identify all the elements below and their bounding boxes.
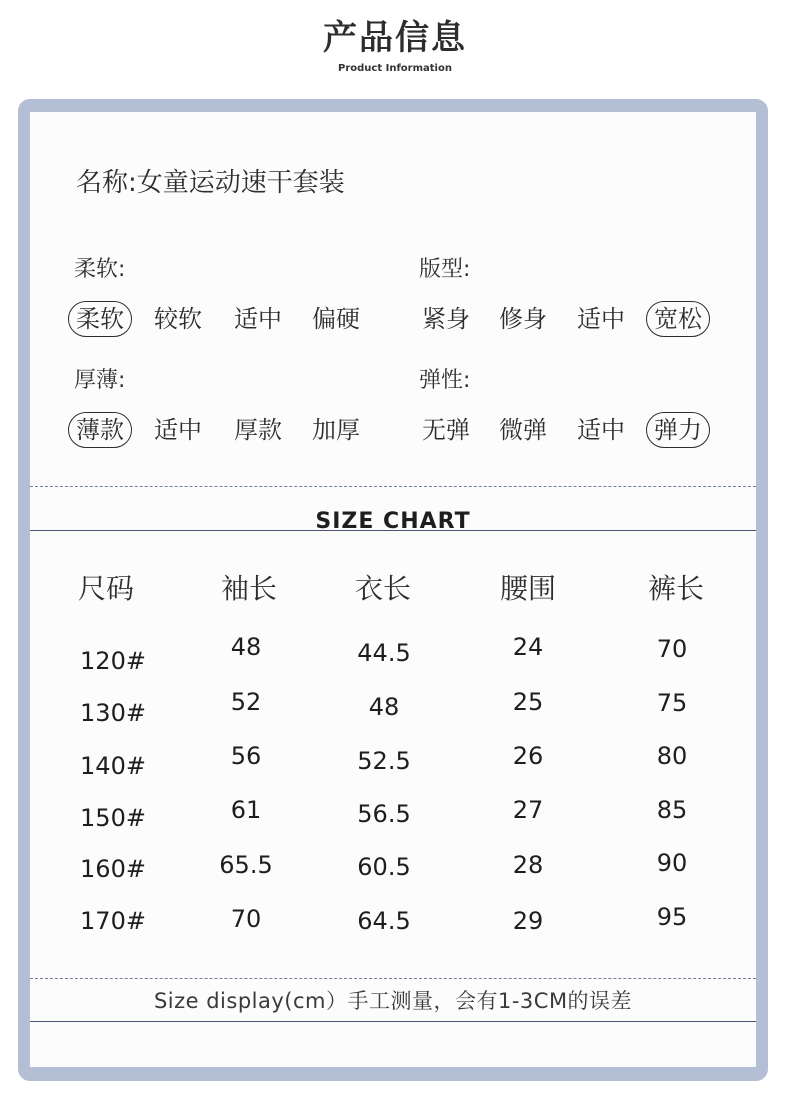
option: 加厚	[312, 416, 360, 444]
attribute-label: 厚薄:	[74, 368, 126, 393]
option-selected: 柔软	[68, 301, 132, 337]
info-card	[30, 112, 756, 1067]
divider-solid	[30, 1021, 756, 1022]
table-cell: 95	[656, 903, 688, 931]
product-name: 名称:女童运动速干套装	[76, 168, 345, 198]
option: 厚款	[234, 416, 282, 444]
table-cell: 130#	[80, 699, 146, 727]
page-title: 产品信息	[323, 18, 467, 58]
table-cell: 120#	[80, 647, 146, 675]
table-cell: 52	[230, 688, 262, 716]
option: 偏硬	[312, 305, 360, 333]
option: 紧身	[422, 305, 470, 333]
table-cell: 140#	[80, 752, 146, 780]
attribute-softness	[74, 255, 394, 338]
table-cell: 150#	[80, 804, 146, 832]
option: 微弹	[499, 416, 547, 444]
table-cell: 61	[230, 796, 262, 824]
table-cell: 52.5	[357, 747, 411, 775]
table-cell: 160#	[80, 855, 146, 883]
divider-dashed	[30, 486, 756, 487]
divider-dashed	[30, 978, 756, 979]
table-cell: 48	[368, 693, 400, 721]
table-cell: 60.5	[357, 853, 411, 881]
column-header-size: 尺码	[77, 572, 134, 605]
page-header	[0, 14, 790, 76]
table-cell: 56.5	[357, 800, 411, 828]
attribute-label: 弹性:	[419, 368, 471, 393]
table-cell: 28	[512, 851, 544, 879]
table-cell: 64.5	[357, 907, 411, 935]
column-header-pants: 裤长	[647, 572, 704, 605]
attribute-fit	[419, 255, 739, 338]
table-cell: 29	[512, 907, 544, 935]
attribute-thickness	[74, 366, 394, 449]
table-cell: 27	[512, 796, 544, 824]
table-cell: 44.5	[357, 639, 411, 667]
option: 适中	[577, 416, 625, 444]
attribute-options	[419, 302, 739, 338]
table-cell: 70	[230, 905, 262, 933]
attribute-elasticity	[419, 366, 739, 449]
table-cell: 65.5	[219, 851, 273, 879]
table-cell: 90	[656, 849, 688, 877]
table-cell: 85	[656, 796, 688, 824]
option-selected: 弹力	[646, 412, 710, 448]
table-cell: 24	[512, 633, 544, 661]
option: 无弹	[422, 416, 470, 444]
table-cell: 48	[230, 633, 262, 661]
attribute-options	[419, 413, 739, 449]
info-frame	[18, 99, 768, 1081]
table-cell: 25	[512, 688, 544, 716]
attribute-options	[74, 413, 394, 449]
divider-solid	[30, 530, 756, 531]
attribute-options	[74, 302, 394, 338]
attribute-label: 柔软:	[74, 257, 126, 282]
table-cell: 70	[656, 635, 688, 663]
attribute-label: 版型:	[419, 257, 471, 282]
table-cell: 80	[656, 742, 688, 770]
page-subtitle: Product Information	[338, 63, 452, 74]
option: 修身	[499, 305, 547, 333]
option: 适中	[234, 305, 282, 333]
table-cell: 26	[512, 742, 544, 770]
option-selected: 宽松	[646, 301, 710, 337]
table-cell: 56	[230, 742, 262, 770]
table-cell: 170#	[80, 907, 146, 935]
size-note: Size display(cm）手工测量，会有1-3CM的误差	[153, 989, 633, 1013]
option-selected: 薄款	[68, 412, 132, 448]
column-header-sleeve: 袖长	[220, 572, 277, 605]
table-cell: 75	[656, 689, 688, 717]
option: 适中	[577, 305, 625, 333]
column-header-length: 衣长	[354, 572, 411, 605]
option: 适中	[154, 416, 202, 444]
column-header-waist: 腰围	[499, 572, 556, 605]
size-chart-title: SIZE CHART	[315, 509, 471, 534]
option: 较软	[154, 305, 202, 333]
